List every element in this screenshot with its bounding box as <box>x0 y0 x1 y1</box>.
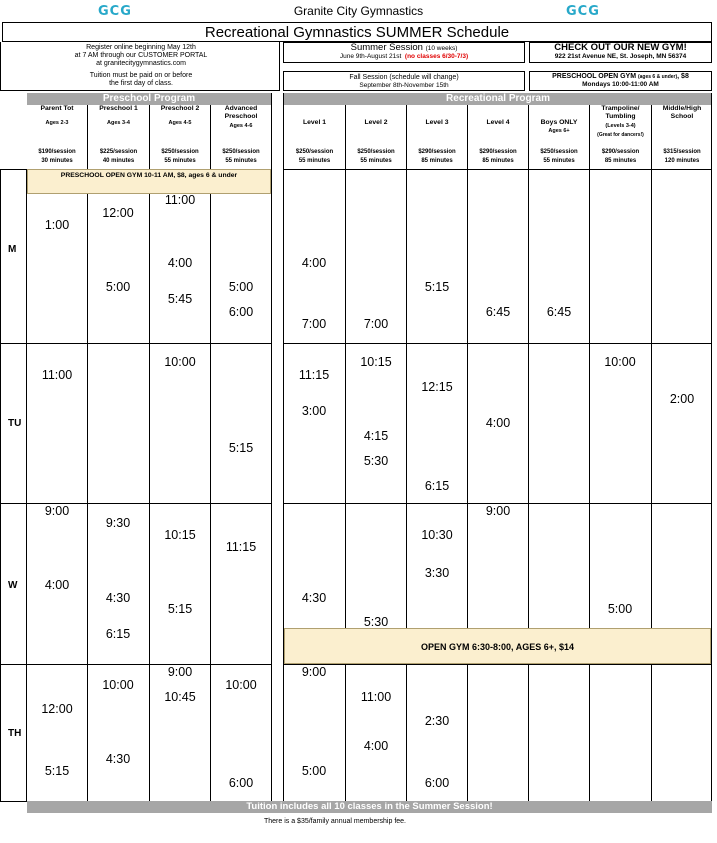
col-adv-preschool: Advanced Preschool Ages 4-6 <box>224 105 258 129</box>
time-slot: 6:00 <box>424 776 450 790</box>
pog-ages: (ages 6 & under) <box>637 74 678 80</box>
time-slot: 4:30 <box>105 591 131 605</box>
time-slot: 6:45 <box>485 305 511 319</box>
time-slot: 11:15 <box>298 368 330 382</box>
grid-line <box>467 105 468 628</box>
summer-session-note: (no classes 6/30-7/3) <box>404 53 469 60</box>
time-slot: 4:00 <box>44 578 70 592</box>
preschool-open-gym-box <box>529 71 712 91</box>
grid-line <box>283 93 284 801</box>
grid-line <box>651 665 652 801</box>
summer-session-weeks: (10 weeks) <box>425 45 458 52</box>
time-slot: 10:00 <box>604 355 636 369</box>
grid-line <box>651 105 652 628</box>
time-slot: 9:00 <box>301 665 327 679</box>
tuition-line1: Tuition must be paid on or before <box>89 72 193 79</box>
gcg-logo-right: GCG <box>566 4 600 19</box>
grid-line <box>711 93 712 801</box>
time-slot: 12:00 <box>102 206 134 220</box>
day-tuesday: TU <box>8 418 22 429</box>
tuition-line2: the first day of class. <box>109 80 173 87</box>
preschool-program-bar: Preschool Program <box>27 93 271 105</box>
time-slot: 5:00 <box>607 602 633 616</box>
time-slot: 4:00 <box>167 256 193 270</box>
price-trampoline: $290/session 85 minutes <box>601 149 640 164</box>
time-slot: 9:00 <box>167 665 193 679</box>
time-slot: 5:15 <box>167 602 193 616</box>
grid-line <box>528 665 529 801</box>
time-slot: 5:15 <box>228 441 254 455</box>
time-slot: 7:00 <box>301 317 327 331</box>
price-level2: $250/session 55 minutes <box>357 149 395 164</box>
time-slot: 10:45 <box>164 690 196 704</box>
time-slot: 7:00 <box>363 317 389 331</box>
new-gym-box <box>529 42 712 63</box>
summer-session-box <box>283 42 525 63</box>
gcg-logo-left: GCG <box>98 4 132 19</box>
open-gym-band: OPEN GYM 6:30-8:00, AGES 6+, $14 <box>284 628 711 664</box>
time-slot: 5:30 <box>363 615 389 629</box>
time-slot: 5:15 <box>424 280 450 294</box>
price-level3: $290/session 85 minutes <box>418 149 456 164</box>
time-slot: 2:30 <box>424 714 450 728</box>
col-boys: Boys ONLY Ages 6+ <box>540 119 578 134</box>
time-slot: 5:15 <box>44 764 70 778</box>
time-slot: 11:00 <box>164 193 196 207</box>
fall-session-box <box>283 71 525 91</box>
price-level4: $290/session 85 minutes <box>479 149 517 164</box>
preschool-open-gym-band: PRESCHOOL OPEN GYM 10-11 AM, $8, ages 6 & under <box>27 169 271 194</box>
grid-line <box>0 664 272 665</box>
time-slot: 4:15 <box>363 429 389 443</box>
time-slot: 10:15 <box>360 355 392 369</box>
col-level4: Level 4 <box>486 119 510 126</box>
recreational-program-bar: Recreational Program <box>284 93 712 105</box>
grid-line <box>528 105 529 628</box>
time-slot: 6:15 <box>105 627 131 641</box>
summer-session-dates: June 9th-August 21st <box>339 53 402 60</box>
price-middle-high: $315/session 120 minutes <box>663 149 701 164</box>
time-slot: 3:30 <box>424 566 450 580</box>
price-parent-tot: $190/session 30 minutes <box>38 149 76 164</box>
price-preschool2: $250/session 55 minutes <box>161 149 199 164</box>
time-slot: 5:00 <box>301 764 327 778</box>
day-monday: M <box>8 244 17 255</box>
time-slot: 3:00 <box>301 404 327 418</box>
time-slot: 5:00 <box>228 280 254 294</box>
register-line2: at 7 AM through our CUSTOMER PORTAL <box>74 52 208 59</box>
time-slot: 10:00 <box>164 355 196 369</box>
time-slot: 12:00 <box>41 702 73 716</box>
time-slot: 9:30 <box>105 516 131 530</box>
time-slot: 12:15 <box>421 380 453 394</box>
register-line3: at granitecitygymnastics.com <box>96 60 186 67</box>
summer-session-title: Summer Session <box>350 42 423 53</box>
pog-price: , $8 <box>677 73 689 80</box>
grid-line <box>0 343 272 344</box>
price-preschool1: $225/session 40 minutes <box>99 149 138 164</box>
time-slot: 5:45 <box>167 292 193 306</box>
col-level3: Level 3 <box>425 119 449 126</box>
grid-line <box>345 665 346 801</box>
col-level2: Level 2 <box>364 119 388 126</box>
register-line1: Register online beginning May 12th <box>86 44 196 51</box>
time-slot: 4:00 <box>363 739 389 753</box>
time-slot: 6:00 <box>228 305 254 319</box>
grid-line <box>589 665 590 801</box>
tuition-note-bar: Tuition includes all 10 classes in the Summer Session! <box>27 801 712 813</box>
grid-line <box>0 169 1 801</box>
new-gym-address: 922 21st Avenue NE, St. Joseph, MN 56374 <box>554 53 687 60</box>
schedule-title: Recreational Gymnastics SUMMER Schedule <box>2 22 712 42</box>
time-slot: 6:45 <box>546 305 572 319</box>
grid-line <box>467 665 468 801</box>
register-box <box>0 42 280 91</box>
grid-line <box>283 169 712 170</box>
time-slot: 10:00 <box>102 678 134 692</box>
price-boys: $250/session 55 minutes <box>540 149 578 164</box>
col-trampoline: Trampoline/ Tumbling (Levels 3-4) (Great for dancers!) <box>597 105 644 138</box>
time-slot: 1:00 <box>44 218 70 232</box>
new-gym-title: CHECK OUT OUR NEW GYM! <box>554 42 687 53</box>
time-slot: 9:00 <box>485 504 511 518</box>
pog-time: Mondays 10:00-11:00 AM <box>582 81 659 88</box>
price-level1: $250/session 55 minutes <box>295 149 334 164</box>
time-slot: 11:00 <box>360 690 392 704</box>
time-slot: 2:00 <box>669 392 695 406</box>
grid-line <box>406 105 407 628</box>
time-slot: 11:15 <box>225 540 257 554</box>
grid-line <box>271 93 272 801</box>
time-slot: 10:30 <box>421 528 453 542</box>
time-slot: 6:15 <box>424 479 450 493</box>
fall-session-title: Fall Session (schedule will change) <box>349 74 459 81</box>
time-slot: 6:00 <box>228 776 254 790</box>
col-preschool1: Preschool 1 Ages 3-4 <box>99 105 138 126</box>
col-level1: Level 1 <box>302 119 327 126</box>
gym-name: Granite City Gymnastics <box>293 4 424 18</box>
time-slot: 10:15 <box>164 528 196 542</box>
col-parent-tot: Parent Tot Ages 2-3 <box>40 105 74 126</box>
grid-line <box>283 343 712 344</box>
time-slot: 5:00 <box>105 280 131 294</box>
time-slot: 9:00 <box>44 504 70 518</box>
pog-title: PRESCHOOL OPEN GYM <box>552 73 637 80</box>
time-slot: 10:00 <box>225 678 257 692</box>
col-middle-high: Middle/High School <box>662 105 702 120</box>
col-preschool2: Preschool 2 Ages 4-5 <box>160 105 200 126</box>
day-wednesday: W <box>8 580 18 591</box>
time-slot: 11:00 <box>41 368 73 382</box>
membership-note: There is a $35/family annual membership fee. <box>263 818 407 825</box>
time-slot: 5:30 <box>363 454 389 468</box>
time-slot: 4:30 <box>105 752 131 766</box>
price-adv-preschool: $250/session 55 minutes <box>222 149 260 164</box>
day-thursday: TH <box>8 728 22 739</box>
time-slot: 4:00 <box>485 416 511 430</box>
time-slot: 4:00 <box>301 256 327 270</box>
fall-session-dates: September 8th-November 15th <box>359 82 449 89</box>
time-slot: 4:30 <box>301 591 327 605</box>
